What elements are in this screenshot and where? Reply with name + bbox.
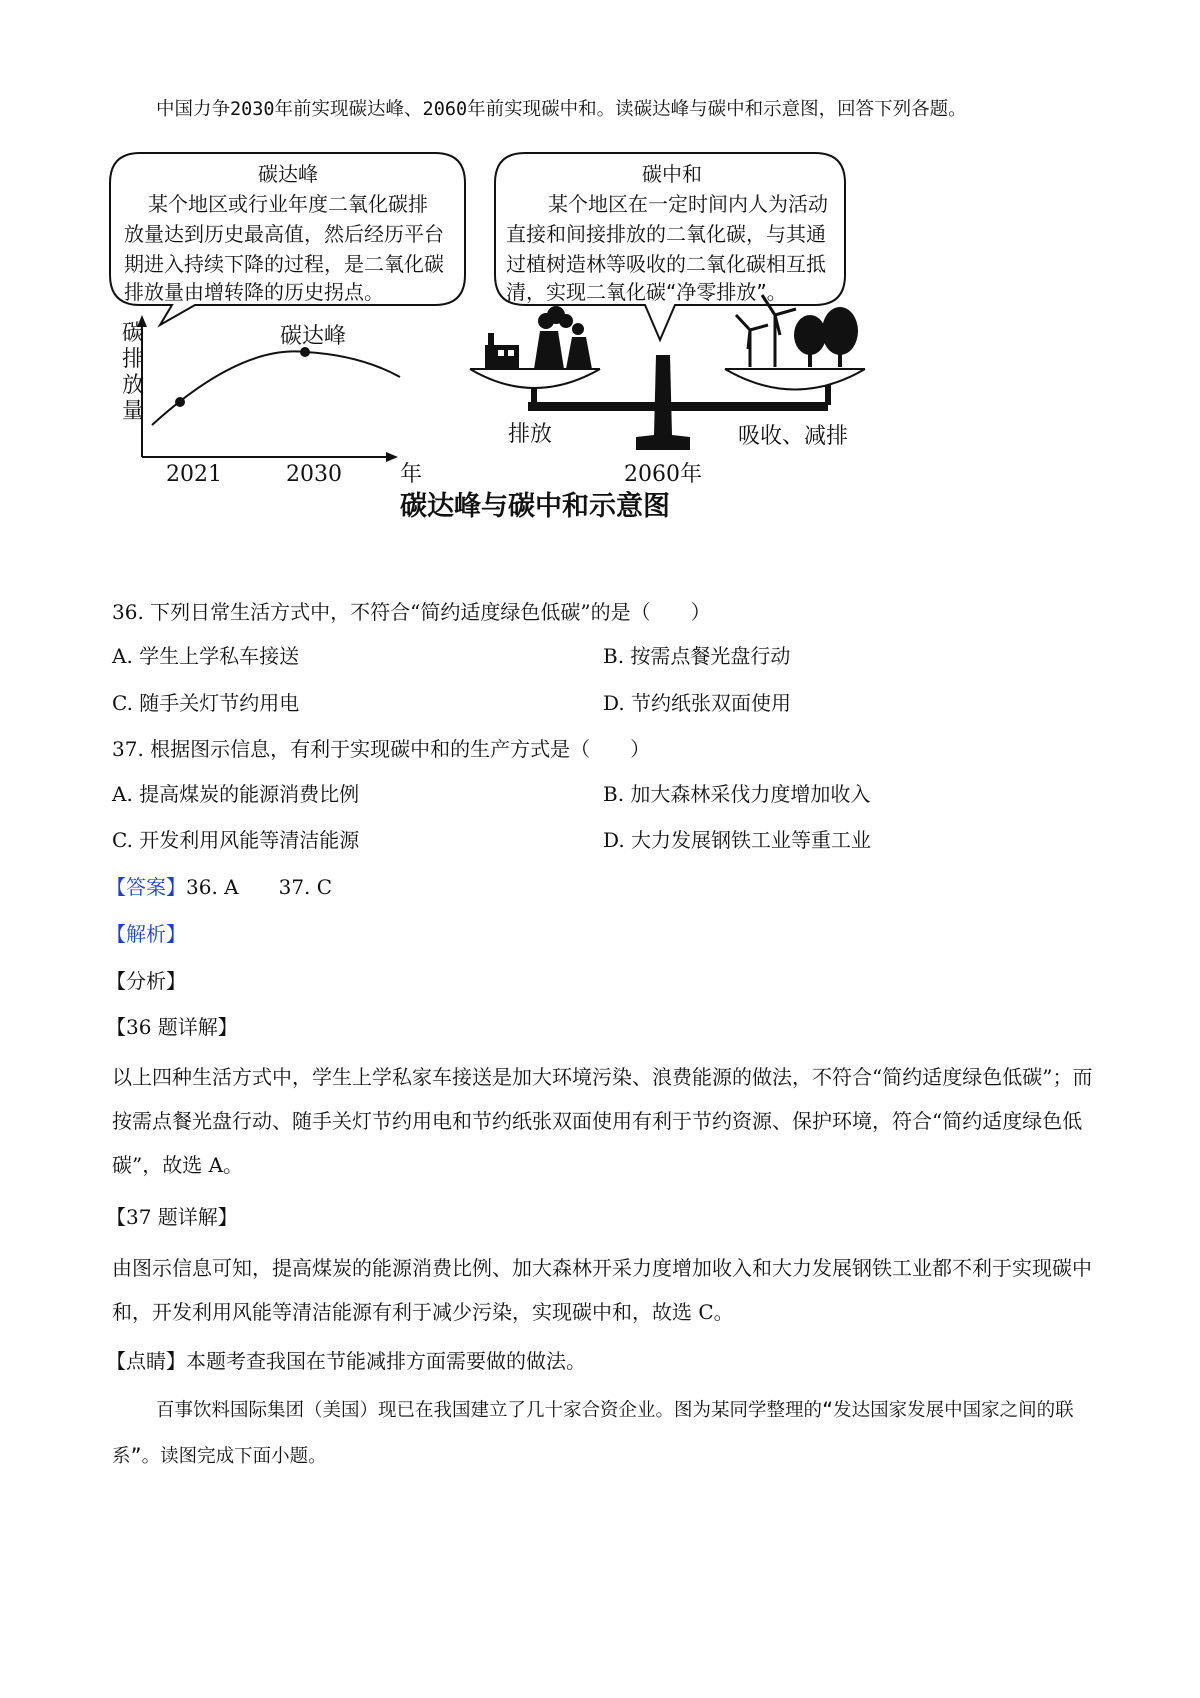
neutral-bubble-line-4: 清，实现二氧化碳“净零排放”。 (506, 280, 787, 304)
carbon-peak-neutrality-figure (100, 145, 980, 570)
emission-curve (152, 351, 400, 425)
peak-bubble-title: 碳达峰 (258, 162, 318, 186)
q36-option-a: A. 学生上学私车接送 (112, 644, 300, 668)
scale-year: 2060年 (624, 462, 702, 487)
peak-label: 碳达峰 (279, 324, 347, 349)
q36-option-b: B. 按需点餐光盘行动 (603, 644, 791, 668)
detail37-text: 由图示信息可知，提高煤炭的能源消费比例、加大森林开采力度增加收入和大力发展钢铁工业都不利于实现碳中和，开发利用风能等清洁能源有利于减少污染，实现碳中和，故选 C。 (112, 1256, 1092, 1324)
q36-option-c: C. 随手关灯节约用电 (112, 691, 300, 715)
peak-bubble-line-3: 期进入持续下降的过程，是二氧化碳 (124, 252, 444, 276)
neutral-bubble-line-3: 过植树造林等吸收的二氧化碳相互抵 (506, 252, 826, 276)
peak-bubble-line-2: 放量达到历史最高值，然后经历平台 (124, 222, 444, 246)
carbon-peak-bubble (110, 153, 465, 325)
q36-option-d: D. 节约纸张双面使用 (603, 691, 792, 715)
x-axis-unit: 年 (400, 462, 423, 487)
detail36-text: 以上四种生活方式中，学生上学私家车接送是加大环境污染、浪费能源的做法，不符合“简约适度绿色低碳”；而按需点餐光盘行动、随手关灯节约用电和节约纸张双面使用有利于节约资源、保护环境，符合“简约适度绿色低碳”，故选 A。 (112, 1065, 1093, 1177)
intro-paragraph-2: 百事饮料国际集团（美国）现已在我国建立了几十家合资企业。图为某同学整理的“发达国家发展中国家之间的联系”。读图完成下面小题。 (112, 1400, 1074, 1467)
scale-beam (528, 402, 828, 411)
answer-text: 36. A 37. C (186, 875, 333, 899)
left-pan-label: 排放 (508, 422, 553, 447)
q37-option-c: C. 开发利用风能等清洁能源 (112, 828, 360, 852)
answer-tag: 【答案】 (106, 875, 186, 899)
x-tick-2021: 2021 (166, 462, 222, 487)
right-pan-label: 吸收、减排 (738, 424, 849, 449)
left-pan (470, 369, 600, 388)
peak-bubble-line-1: 某个地区或行业年度二氧化碳排 (148, 192, 428, 216)
y-axis-label-4: 量 (122, 399, 145, 424)
answer-line (106, 873, 332, 901)
factory-icon (485, 306, 592, 369)
neutral-bubble-line-2: 直接和间接排放的二氧化碳，与其通 (506, 222, 826, 246)
right-pan (725, 369, 865, 390)
emission-curve-graph (122, 315, 422, 487)
q37-option-b: B. 加大森林采伐力度增加收入 (603, 782, 871, 806)
q37-option-d: D. 大力发展钢铁工业等重工业 (603, 828, 872, 852)
y-axis-label-2: 排 (122, 347, 145, 372)
analysis-tag: 【解析】 (106, 922, 186, 946)
point-2021 (175, 397, 185, 407)
comment-line: 【点睛】本题考查我国在节能减排方面需要做的做法。 (106, 1349, 586, 1373)
q37-stem: 37. 根据图示信息，有利于实现碳中和的生产方式是（ ） (112, 737, 651, 761)
intro-paragraph: 中国力争2030年前实现碳达峰、2060年前实现碳中和。读碳达峰与碳中和示意图，回答下列各题。 (156, 99, 967, 120)
q36-stem: 36. 下列日常生活方式中，不符合“简约适度绿色低碳”的是（ ） (112, 600, 711, 624)
peak-bubble-line-4: 排放量由增转降的历史拐点。 (124, 280, 384, 304)
fenxi-heading: 【分析】 (106, 969, 186, 993)
y-axis-label-3: 放 (122, 373, 145, 398)
trees-icon (794, 307, 858, 367)
figure-caption: 碳达峰与碳中和示意图 (400, 491, 670, 522)
x-tick-2030: 2030 (286, 462, 342, 487)
neutral-bubble-title: 碳中和 (642, 162, 702, 186)
neutral-bubble-line-1: 某个地区在一定时间内人为活动 (548, 192, 828, 216)
detail37-heading: 【37 题详解】 (106, 1205, 238, 1229)
q37-option-a: A. 提高煤炭的能源消费比例 (112, 782, 360, 806)
detail36-heading: 【36 题详解】 (106, 1015, 238, 1039)
carbon-neutral-bubble (495, 153, 845, 340)
x-axis-arrow-icon (386, 452, 398, 462)
y-axis-label-1: 碳 (122, 321, 145, 346)
